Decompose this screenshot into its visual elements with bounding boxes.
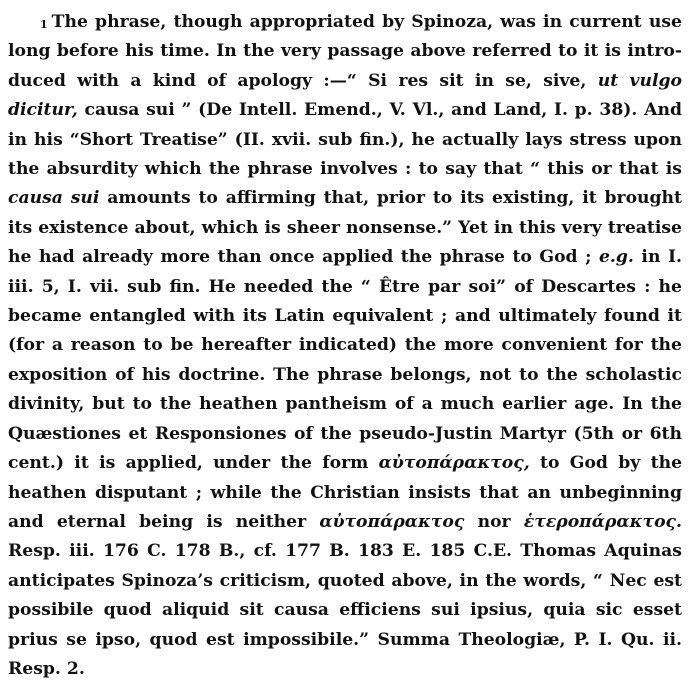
footnote-text-segment: nor (464, 511, 524, 532)
footnote-text-segment: causa sui ” (De Intell. Emend., V. Vl., and Land, I. p. 38). And in his “Short Treatise” (II. xvii. sub fin.), he actually lays stress upon the absurdity which the phrase involves : to say that “ this or that is (8, 100, 682, 180)
footnote-latin-phrase: ut vulgo dicitur, (8, 70, 682, 121)
footnote-greek-term: ἑτεροπάρακτος. (523, 511, 683, 532)
footnote-text-segment: in I. iii. 5, I. vii. sub fin. He needed the “ Être par soi” of Descartes : he became entangled with its Latin equivalent ; and ultimately found it (for a reason to be hereafter indicated) the more convenient for the exposition of his doctrine. The phrase belongs, not to the scholastic divinity, but to the heathen pantheism of a much earlier age. In the Quæstiones et Responsiones of the pseudo-Justin Martyr (5th or 6th cent.) it is applied, under the form (8, 247, 682, 474)
footnote-text-segment: Resp. iii. 176 C. 178 B., cf. 177 B. 183 E. 185 C.E. Thomas Aquinas anticipates Spinoza’s criticism, quoted above, in the words, “ Nec est possibile quod aliquid sit causa efficiens sui ipsius, quia sic esset prius se ipso, quod est impossibile.” Summa Theologiæ, P. I. Qu. ii. Resp. 2. (8, 541, 682, 679)
footnote-marker: 1 (40, 18, 48, 31)
footnote-text-segment: amounts to affirming that, prior to its existing, it brought its existence about, which is sheer nonsense.” Yet in this very treatise he had already more than once applied the phrase to God ; (8, 188, 682, 268)
footnote-paragraph (8, 8, 682, 684)
footnote-greek-term: αὐτοπάρακτος, (378, 453, 530, 474)
footnote-greek-term: αὐτοπάρακτος (319, 511, 465, 532)
footnote-abbreviation: e.g. (598, 247, 634, 268)
footnote-text-segment: to God by the heathen disputant ; while the Christian insists that an unbeginning and eternal being is neither (8, 453, 682, 532)
footnote-latin-phrase: causa sui (8, 188, 100, 209)
footnote-text-segment: The phrase, though appropriated by Spinoza, was in current use long before his time. In the very passage above referred to it is introduced with a kind of apology :—“ Si res sit in se, sive, (8, 12, 682, 91)
